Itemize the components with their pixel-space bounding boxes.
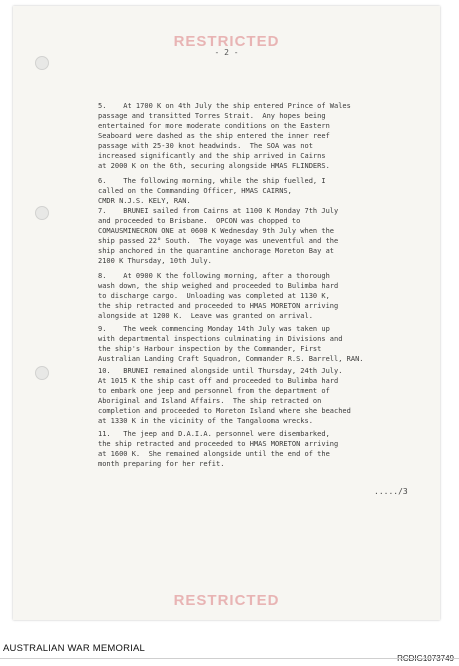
paragraph-5: 5. At 1700 K on 4th July the ship entered Prince of Wales passage and transitted Torres Strait. Any hopes being entertained for more moderate conditions on the Eastern Seaboard were dashed as the ship entered the inner reef passage with 25-30 knot headwinds. The SOA was not increased significantly and the ship arrived in Cairns at 2000 K on the 6th, securing alongside HMAS FLINDERS. xyxy=(98,102,351,170)
punch-hole-middle xyxy=(35,206,49,220)
punch-hole-bottom xyxy=(35,366,49,380)
continuation-marker: ...../3 xyxy=(374,487,408,496)
restricted-stamp-bottom: RESTRICTED xyxy=(173,592,280,609)
archive-footer xyxy=(0,629,459,666)
paragraph-6: 6. The following morning, while the ship fuelled, I called on the Commanding Officer, HMAS CAIRNS, CMDR N.J.S. KELY, RAN. xyxy=(98,177,326,205)
restricted-stamp-top: RESTRICTED xyxy=(173,33,280,50)
footer-divider xyxy=(0,658,459,659)
page-number: - 2 - xyxy=(214,48,239,57)
paragraph-10: 10. BRUNEI remained alongside until Thursday, 24th July. At 1015 K the ship cast off and proceeded to Bulimba hard to embark one jeep and personnel from the department of Aboriginal and Island Affairs. The ship retracted on completion and proceeded to Moreton Island where she beached at 1330 K in the vicinity of the Tangalooma wrecks. xyxy=(98,367,351,425)
paragraph-8: 8. At 0900 K the following morning, after a thorough wash down, the ship weighed and proceeded to Bulimba hard to discharge cargo. Unloading was completed at 1130 K, the ship retracted and proceeded to HMAS MORETON arriving alongside at 1200 K. Leave was granted on arrival. xyxy=(98,272,339,320)
punch-hole-top xyxy=(35,56,49,70)
paragraph-11: 11. The jeep and D.A.I.A. personnel were disembarked, the ship retracted and proceeded to HMAS MORETON arriving at 1600 K. She remained alongside until the end of the month preparing for her refit. xyxy=(98,430,339,468)
paragraph-9: 9. The week commencing Monday 14th July was taken up with departmental inspections culminating in Divisions and the ship's Harbour inspection by the Commander, First Australian Landing Craft Squadron, Commander R.S. Barrell, RAN. xyxy=(98,325,364,363)
paragraph-7: 7. BRUNEI sailed from Cairns at 1100 K Monday 7th July and proceeded to Brisbane. OPCON was chopped to COMAUSMINECRON ONE at 0600 K Wednesday 9th July when the ship passed 22° South. The voyage was uneventful and the ship anchored in the quarantine anchorage Moreton Bay at 2100 K Thursday, 10th July. xyxy=(98,207,339,265)
document-page xyxy=(13,6,440,620)
institution-name: AUSTRALIAN WAR MEMORIAL xyxy=(3,643,146,654)
